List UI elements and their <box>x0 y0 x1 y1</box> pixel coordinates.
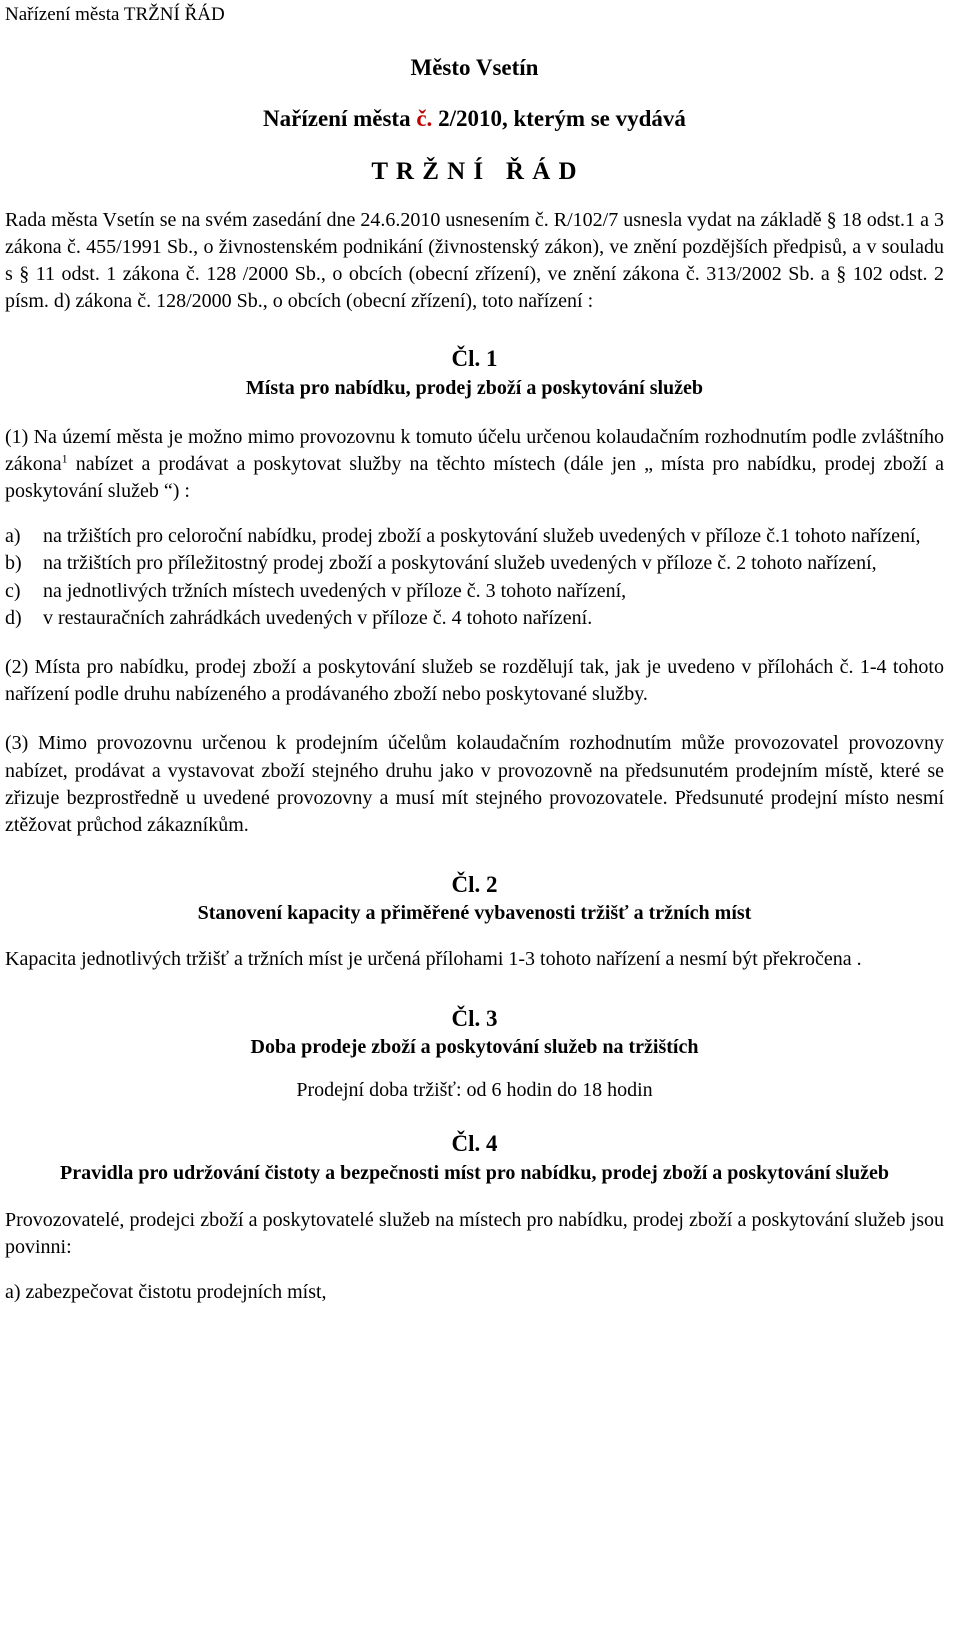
article-4-heading: Pravidla pro udržování čistoty a bezpečnosti míst pro nabídku, prodej zboží a poskytování služeb <box>60 1161 889 1184</box>
article-4 <box>5 1128 944 1306</box>
article-2-number: Čl. 2 <box>451 872 498 898</box>
article-4-text: Provozovatelé, prodejci zboží a poskytovatelé služeb na místech pro nabídku, prodej zboží a poskytování služeb jsou povinni: <box>5 1208 944 1259</box>
article-3-heading: Doba prodeje zboží a poskytování služeb na tržištích <box>250 1036 699 1059</box>
article-1-paragraph-1: (1) Na území města je možno mimo provozovnu k tomuto účelu určenou kolaudačním rozhodnutím podle zvláštního zákona$^1$ nabízet a prodávat a poskytovat služby na těchto místech (dále jen „ místa pro nabídku, prodej zboží a poskytování služeb “) : <box>5 425 944 503</box>
list-item: a) na tržištích pro celoroční nabídku, prodej zboží a poskytování služeb uvedených v příloze č.1 tohoto nařízení, <box>5 525 921 548</box>
running-header: Nařízení města TRŽNÍ ŘÁD <box>5 4 225 25</box>
list-item: c) na jednotlivých tržních místech uvedených v příloze č. 3 tohoto nařízení, <box>5 579 627 602</box>
article-1-heading: Místa pro nabídku, prodej zboží a poskytování služeb <box>245 376 704 399</box>
article-1-paragraph-2: (2) Místa pro nabídku, prodej zboží a poskytování služeb se rozdělují tak, jak je uvedeno v přílohách č. 1-4 tohoto nařízení podle druhu nabízeného a prodávaného zboží nebo poskytované služby. <box>5 656 944 706</box>
market-order-title: T R Ž N Í Ř Á D <box>371 157 578 185</box>
document-page <box>5 52 944 1306</box>
article-4-number: Čl. 4 <box>451 1131 498 1157</box>
city-title: Město Vsetín <box>410 55 539 80</box>
article-1-list <box>5 523 944 632</box>
article-1-number: Čl. 1 <box>451 346 498 372</box>
list-item: d) v restauračních zahrádkách uvedených v příloze č. 4 tohoto nařízení. <box>5 606 593 629</box>
article-2-heading: Stanovení kapacity a přiměřené vybavenosti tržišť a tržních míst <box>197 902 752 925</box>
article-2-text: Kapacita jednotlivých tržišť a tržních míst je určená přílohami 1-3 tohoto nařízení a nesmí být překročena . <box>5 947 862 970</box>
article-3-number: Čl. 3 <box>451 1005 498 1031</box>
regulation-title: Nařízení města č. 2/2010, kterým se vydává <box>263 106 686 132</box>
article-4-item-a: a) zabezpečovat čistotu prodejních míst, <box>5 1281 327 1304</box>
article-1-paragraph-3: (3) Mimo provozovnu určenou k prodejním účelům kolaudačním rozhodnutím může provozovatel provozovny nabízet, prodávat a vystavovat zboží stejného druhu jako v provozovně na předsunutém prodejním místě, které se zřizuje bezprostředně u uvedené provozovny a musí mít stejného provozovatele. Předsunuté prodejní místo nesmí ztěžovat průchod zákazníkům. <box>5 732 944 836</box>
article-3-text: Prodejní doba tržišť: od 6 hodin do 18 hodin <box>296 1079 653 1102</box>
list-item: b) na tržištích pro příležitostný prodej zboží a poskytování služeb uvedených v příloze č. 2 tohoto nařízení, <box>5 552 877 575</box>
intro-paragraph: Rada města Vsetín se na svém zasedání dne 24.6.2010 usnesením č. R/102/7 usnesla vydat na základě § 18 odst.1 a 3 zákona č. 455/1991 Sb., o živnostenském podnikání (živnostenský zákon), ve znění pozdějších předpisů, a v souladu s § 11 odst. 1 zákona č. 128 /2000 Sb., o obcích (obecní zřízení), ve znění zákona č. 313/2002 Sb. a § 102 odst. 2 písm. d) zákona č. 128/2000 Sb., o obcích (obecní zřízení), toto nařízení : <box>5 208 944 313</box>
article-3 <box>5 1003 944 1105</box>
article-1 <box>5 343 944 839</box>
article-2 <box>5 869 944 973</box>
